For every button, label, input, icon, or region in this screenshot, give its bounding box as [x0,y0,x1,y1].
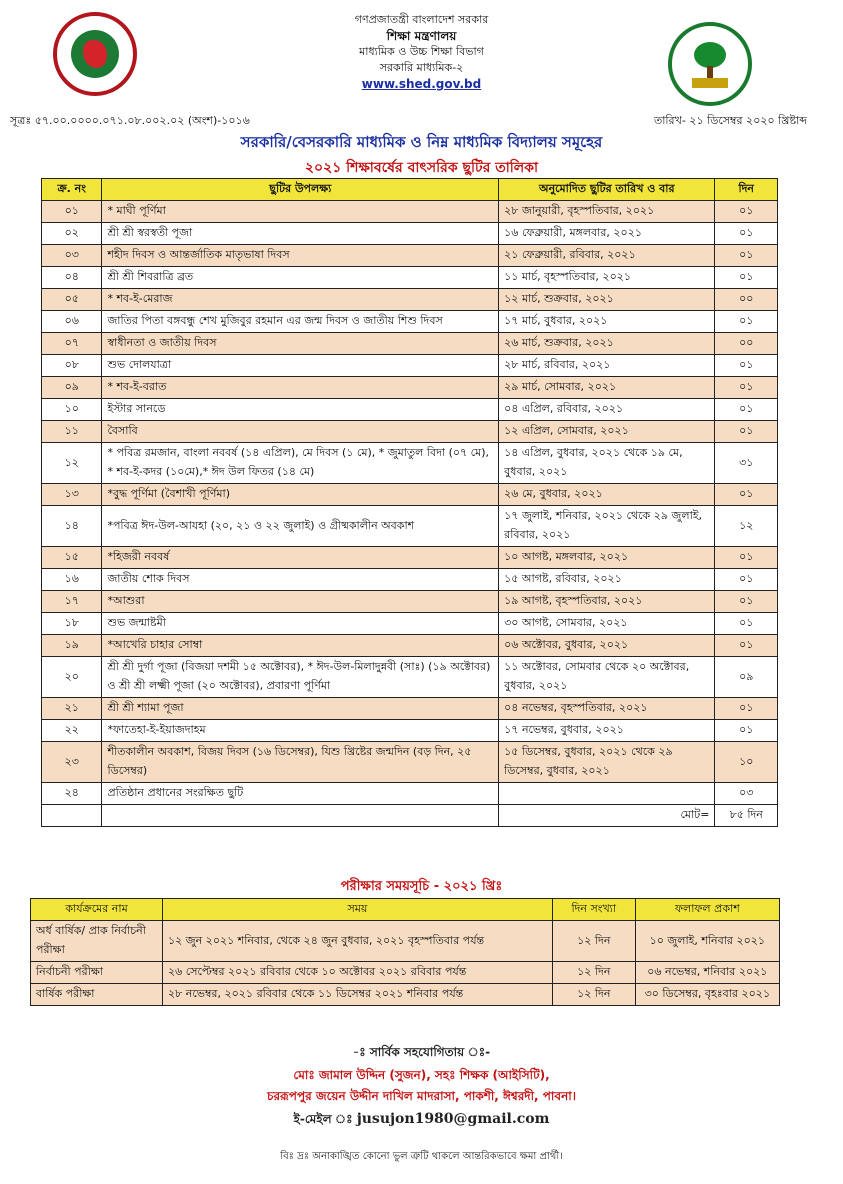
division-name: মাধ্যমিক ও উচ্চ শিক্ষা বিভাগ [359,45,484,58]
days-cell: ০০ [715,289,778,311]
date-cell: ১৭ জুলাই, শনিবার, ২০২১ থেকে ২৯ জুলাই, রবিবার, ২০২১ [499,506,715,547]
occasion-cell: জাতির পিতা বঙ্গবন্ধু শেখ মুজিবুর রহমান এর জন্ম দিবস ও জাতীয় শিশু দিবস [102,311,499,333]
email-label: ই-মেইল ঃ [293,1112,353,1126]
date-cell: ১৭ মার্চ, বুধবার, ২০২১ [499,311,715,333]
days-cell: ৩১ [715,443,778,484]
days-cell: ০১ [715,245,778,267]
serial-cell: ০৫ [42,289,102,311]
table-row [42,267,778,289]
occasion-cell: প্রতিষ্ঠান প্রধানের সংরক্ষিত ছুটি [102,783,499,805]
serial-cell: ০৭ [42,333,102,355]
occasion-cell: * মাঘী পূর্ণিমা [102,201,499,223]
table-row [42,421,778,443]
email-address[interactable]: jusujon1980@gmail.com [356,1111,550,1127]
occasion-cell: শ্রী শ্রী শিবরাত্রি ব্রত [102,267,499,289]
col-days: দিন [715,179,778,201]
serial-cell: ১৯ [42,635,102,657]
col-date: অনুমোদিত ছুটির তারিখ ও বার [499,179,715,201]
serial-cell: ১৩ [42,484,102,506]
table-row [42,223,778,245]
disclaimer-note: বিঃ দ্রঃ অনাকাঙ্খিত কোনো ভুল ত্রুটি থাকলে আন্তরিকভাবে ক্ষমা প্রার্থী। [280,1151,563,1162]
ministry-name: শিক্ষা মন্ত্রণালয় [386,29,457,43]
table-row [42,569,778,591]
exam-name-cell: বার্ষিক পরীক্ষা [31,984,163,1006]
col-activity: কার্যক্রমের নাম [31,899,163,921]
days-cell: ০১ [715,267,778,289]
table-row [42,484,778,506]
days-cell: ০১ [715,355,778,377]
empty-cell [102,805,499,827]
total-row [42,805,778,827]
table-row [42,399,778,421]
date-cell: ৩০ আগষ্ট, সোমবার, ২০২১ [499,613,715,635]
document-subtitle: ২০২১ শিক্ষাবর্ষের বাৎসরিক ছুটির তালিকা [304,160,539,176]
exam-time-cell: ২৮ নভেম্বর, ২০২১ রবিবার থেকে ১১ ডিসেম্বর ২০২১ শনিবার পর্যন্ত [162,984,552,1006]
government-seal-logo [53,12,137,96]
serial-cell: ২৪ [42,783,102,805]
col-time: সময় [162,899,552,921]
occasion-cell: ইস্টার সানডে [102,399,499,421]
credit-heading: -ঃ সার্বিক সহযোগিতায় ঃ- [352,1045,491,1059]
date-cell: ১৬ ফেব্রুয়ারী, মঙ্গলবার, ২০২১ [499,223,715,245]
exam-time-cell: ১২ জুন ২০২১ শনিবার, থেকে ২৪ জুন বুধবার, ২০২১ বৃহস্পতিবার পর্যন্ত [162,921,552,962]
table-row [42,783,778,805]
table-row [42,377,778,399]
serial-cell: ০৪ [42,267,102,289]
exam-time-cell: ২৬ সেপ্টেম্বর ২০২১ রবিবার থেকে ১০ অক্টোবর ২০২১ রবিবার পর্যন্ত [162,962,552,984]
table-row [42,657,778,698]
occasion-cell: * শব-ই-মেরাজ [102,289,499,311]
days-cell: ০১ [715,698,778,720]
government-name: গণপ্রজাতন্ত্রী বাংলাদেশ সরকার [354,13,489,26]
table-row [42,506,778,547]
days-cell: ০১ [715,377,778,399]
occasion-cell: * পবিত্র রমজান, বাংলা নববর্ষ (১৪ এপ্রিল), মে দিবস (১ মে), * জুমাতুল বিদা (০৭ মে), * শব-ই-কদর (১০মে),* ঈদ উল ফিতর (১৪ মে) [102,443,499,484]
table-row [42,547,778,569]
serial-cell: ১২ [42,443,102,484]
total-value: ৮৫ দিন [715,805,778,827]
days-cell: ১০ [715,742,778,783]
exam-days-cell: ১২ দিন [552,984,635,1006]
table-row [42,311,778,333]
date-cell: ১৯ আগষ্ট, বৃহস্পতিবার, ২০২১ [499,591,715,613]
occasion-cell: *আখেরি চাহার সোম্বা [102,635,499,657]
col-day-count: দিন সংখ্যা [552,899,635,921]
table-row [42,201,778,223]
serial-cell: ০৯ [42,377,102,399]
days-cell: ০১ [715,223,778,245]
exam-table [30,898,780,1006]
exam-row [31,921,780,962]
days-cell: ০১ [715,635,778,657]
occasion-cell: *বুদ্ধ পূর্ণিমা (বৈশাখী পূর্ণিমা) [102,484,499,506]
document-date: তারিখ- ২১ ডিসেম্বর ২০২০ খ্রিষ্টাব্দ [653,114,807,127]
exam-row [31,962,780,984]
table-row [42,720,778,742]
exam-days-cell: ১২ দিন [552,962,635,984]
exam-schedule-title: পরীক্ষার সময়সূচি - ২০২১ খ্রিঃ [340,879,503,894]
document-title: সরকারি/বেসরকারি মাধ্যমিক ও নিম্ন মাধ্যমিক বিদ্যালয় সমূহের [240,133,603,151]
table-row [42,245,778,267]
serial-cell: ১৬ [42,569,102,591]
date-cell: ০৪ এপ্রিল, রবিবার, ২০২১ [499,399,715,421]
occasion-cell: *হিজরী নববর্ষ [102,547,499,569]
ministry-education-logo [668,22,752,106]
date-cell: ০৪ নভেম্বর, বৃহস্পতিবার, ২০২১ [499,698,715,720]
days-cell: ০১ [715,201,778,223]
serial-cell: ১১ [42,421,102,443]
holiday-table [41,178,778,827]
serial-cell: ২১ [42,698,102,720]
date-cell [499,783,715,805]
date-cell: ১২ এপ্রিল, সোমবার, ২০২১ [499,421,715,443]
exam-row [31,984,780,1006]
days-cell: ০৯ [715,657,778,698]
credit-email-line [0,1111,843,1131]
date-cell: ১০ আগষ্ট, মঙ্গলবার, ২০২১ [499,547,715,569]
table-row [42,742,778,783]
date-cell: ২৬ মে, বুধবার, ২০২১ [499,484,715,506]
section-name: সরকারি মাধ্যমিক-২ [379,61,464,74]
table-row [42,635,778,657]
days-cell: ১২ [715,506,778,547]
serial-cell: ১০ [42,399,102,421]
date-cell: ১৫ ডিসেম্বর, বুধবার, ২০২১ থেকে ২৯ ডিসেম্বর, বুধবার, ২০২১ [499,742,715,783]
days-cell: ০০ [715,333,778,355]
serial-cell: ১৫ [42,547,102,569]
occasion-cell: শুভ দোলযাত্রা [102,355,499,377]
days-cell: ০১ [715,591,778,613]
tree-trunk-icon [707,66,713,78]
exam-table-body [31,921,780,1006]
date-cell: ১১ মার্চ, বৃহস্পতিবার, ২০২১ [499,267,715,289]
table-row [42,289,778,311]
exam-result-cell: ১০ জুলাই, শনিবার ২০২১ [635,921,779,962]
days-cell: ০১ [715,547,778,569]
date-cell: ১১ অক্টোবর, সোমবার থেকে ২০ অক্টোবর, বুধবার, ২০২১ [499,657,715,698]
tree-icon [694,42,726,68]
serial-cell: ০১ [42,201,102,223]
table-row [42,355,778,377]
serial-cell: ০২ [42,223,102,245]
website-link[interactable]: www.shed.gov.bd [361,77,482,91]
days-cell: ০১ [715,613,778,635]
table-row [42,333,778,355]
table-row [42,698,778,720]
date-cell: ০৬ অক্টোবর, বুধবার, ২০২১ [499,635,715,657]
date-cell: ২৮ জানুয়ারী, বৃহস্পতিবার, ২০২১ [499,201,715,223]
days-cell: ০১ [715,399,778,421]
book-icon [692,78,728,88]
col-occasion: ছুটির উপলক্ষ্য [102,179,499,201]
occasion-cell: *আশুরা [102,591,499,613]
serial-cell: ১৮ [42,613,102,635]
date-cell: ১২ মার্চ, শুক্রবার, ২০২১ [499,289,715,311]
bangladesh-map-icon [83,40,107,68]
days-cell: ০১ [715,311,778,333]
reference-number: সূত্রঃ ৫৭.০০.০০০০.০৭১.০৮.০০২.০২ (অংশ)-১০১৬ [10,114,250,127]
occasion-cell: বৈসাবি [102,421,499,443]
days-cell: ০১ [715,569,778,591]
exam-table-header [31,899,780,921]
total-label: মোট= [499,805,715,827]
col-serial: ক্র. নং [42,179,102,201]
occasion-cell: শহীদ দিবস ও আন্তর্জাতিক মাতৃভাষা দিবস [102,245,499,267]
serial-cell: ২২ [42,720,102,742]
days-cell: ০১ [715,720,778,742]
days-cell: ০১ [715,484,778,506]
days-cell: ০১ [715,421,778,443]
serial-cell: ২৩ [42,742,102,783]
occasion-cell: শ্রী শ্রী স্বরস্বতী পূজা [102,223,499,245]
date-cell: ১৫ আগষ্ট, রবিবার, ২০২১ [499,569,715,591]
exam-result-cell: ০৬ নভেম্বর, শনিবার ২০২১ [635,962,779,984]
date-cell: ২১ ফেব্রুয়ারী, রবিবার, ২০২১ [499,245,715,267]
serial-cell: ০৩ [42,245,102,267]
occasion-cell: *ফাতেহা-ই-ইয়াজদাহম [102,720,499,742]
occasion-cell: স্বাধীনতা ও জাতীয় দিবস [102,333,499,355]
table-row [42,591,778,613]
exam-name-cell: নির্বাচনী পরীক্ষা [31,962,163,984]
occasion-cell: শ্রী শ্রী শ্যামা পূজা [102,698,499,720]
holiday-table-header [42,179,778,201]
occasion-cell: শীতকালীন অবকাশ, বিজয় দিবস (১৬ ডিসেম্বর), যিশু খ্রিষ্টের জন্মদিন (বড় দিন, ২৫ ডিসেম্বর) [102,742,499,783]
table-row [42,443,778,484]
credit-institution: চররূপপুর জয়েন উদ্দীন দাখিল মাদরাসা, পাকশী, ঈশ্বরদী, পাবনা। [266,1089,577,1103]
credit-name: মোঃ জামাল উদ্দিন (সুজন), সহঃ শিক্ষক (আইসিটি), [293,1068,550,1082]
serial-cell: ০৮ [42,355,102,377]
holiday-table-body [42,201,778,827]
date-cell: ২৯ মার্চ, সোমবার, ২০২১ [499,377,715,399]
occasion-cell: *পবিত্র ঈদ-উল-আযহা (২০, ২১ ও ২২ জুলাই) ও গ্রীষ্মকালীন অবকাশ [102,506,499,547]
date-cell: ১৭ নভেম্বর, বুধবার, ২০২১ [499,720,715,742]
empty-cell [42,805,102,827]
occasion-cell: জাতীয় শোক দিবস [102,569,499,591]
occasion-cell: শ্রী শ্রী দুর্গা পূজা (বিজয়া দশমী ১৫ অক্টোবর), * ঈদ-উল-মিলাদুন্নবী (সাঃ) (১৯ অক্টোবর) ও শ্রী শ্রী লক্ষ্মী পূজা (২০ অক্টোবর), প্রবারণা পূর্ণিমা [102,657,499,698]
date-cell: ২৮ মার্চ, রবিবার, ২০২১ [499,355,715,377]
days-cell: ০৩ [715,783,778,805]
date-cell: ২৬ মার্চ, শুক্রবার, ২০২১ [499,333,715,355]
occasion-cell: * শব-ই-বরাত [102,377,499,399]
serial-cell: ০৬ [42,311,102,333]
date-cell: ১৪ এপ্রিল, বুধবার, ২০২১ থেকে ১৯ মে, বুধবার, ২০২১ [499,443,715,484]
serial-cell: ১৭ [42,591,102,613]
serial-cell: ১৪ [42,506,102,547]
table-row [42,613,778,635]
exam-days-cell: ১২ দিন [552,921,635,962]
col-result: ফলাফল প্রকাশ [635,899,779,921]
serial-cell: ২০ [42,657,102,698]
exam-result-cell: ৩০ ডিসেম্বর, বৃহঃবার ২০২১ [635,984,779,1006]
occasion-cell: শুভ জন্মাষ্টমী [102,613,499,635]
letterhead [250,12,593,92]
exam-name-cell: অর্ধ বার্ষিক/ প্রাক নির্বাচনী পরীক্ষা [31,921,163,962]
